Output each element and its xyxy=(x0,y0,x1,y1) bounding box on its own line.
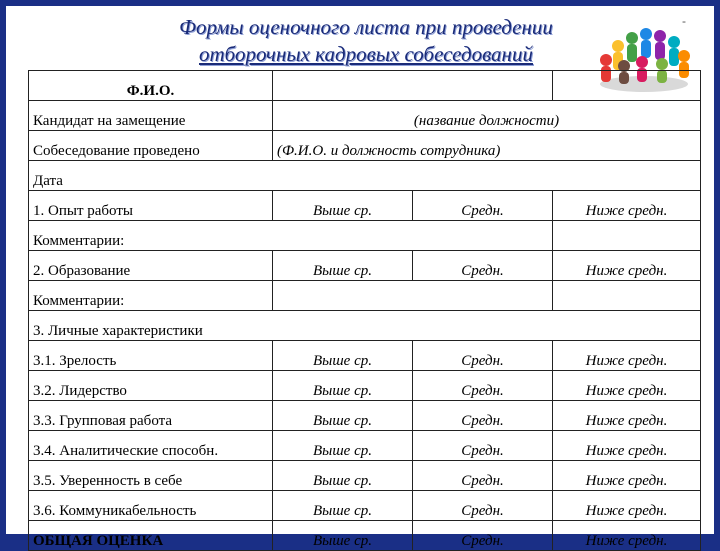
rating-below[interactable]: Ниже средн. xyxy=(553,491,701,521)
rating-below[interactable]: Ниже средн. xyxy=(553,341,701,371)
table-row xyxy=(29,371,701,401)
rating-above[interactable]: Выше ср. xyxy=(273,431,413,461)
table-row xyxy=(29,281,701,311)
rating-average[interactable]: Средн. xyxy=(413,521,553,551)
corner-mark: - xyxy=(682,14,686,28)
rating-average[interactable]: Средн. xyxy=(413,461,553,491)
table-row xyxy=(29,311,701,341)
slide xyxy=(6,6,714,549)
rating-average[interactable]: Средн. xyxy=(413,431,553,461)
interview-label: Собеседование проведено xyxy=(29,131,273,161)
rating-above[interactable]: Выше ср. xyxy=(273,251,413,281)
rating-above[interactable]: Выше ср. xyxy=(273,341,413,371)
rating-above[interactable]: Выше ср. xyxy=(273,191,413,221)
comments-label[interactable]: Комментарии: xyxy=(29,221,553,251)
rating-below[interactable]: Ниже средн. xyxy=(553,401,701,431)
communication-label: 3.6. Коммуникабельность xyxy=(29,491,273,521)
table-row xyxy=(29,221,701,251)
interview-value[interactable]: (Ф.И.О. и должность сотрудника) xyxy=(273,131,701,161)
rating-average[interactable]: Средн. xyxy=(413,491,553,521)
fio-label: Ф.И.О. xyxy=(29,71,273,101)
table-row xyxy=(29,251,701,281)
title-line-2: отборочных кадровых собеседований xyxy=(199,42,533,66)
table-row xyxy=(29,491,701,521)
evaluation-form-table xyxy=(28,70,701,551)
rating-average[interactable]: Средн. xyxy=(413,401,553,431)
experience-label: 1. Опыт работы xyxy=(29,191,273,221)
rating-above[interactable]: Выше ср. xyxy=(273,371,413,401)
table-row xyxy=(29,521,701,551)
rating-average[interactable]: Средн. xyxy=(413,341,553,371)
maturity-label: 3.1. Зрелость xyxy=(29,341,273,371)
rating-below[interactable]: Ниже средн. xyxy=(553,191,701,221)
education-label: 2. Образование xyxy=(29,251,273,281)
rating-below[interactable]: Ниже средн. xyxy=(553,461,701,491)
candidate-value[interactable]: (название должности) xyxy=(273,101,701,131)
title-line-1: Формы оценочного листа при проведении xyxy=(179,15,553,39)
overall-label: ОБЩАЯ ОЦЕНКА xyxy=(29,521,273,551)
rating-below[interactable]: Ниже средн. xyxy=(553,371,701,401)
rating-above[interactable]: Выше ср. xyxy=(273,521,413,551)
rating-above[interactable]: Выше ср. xyxy=(273,491,413,521)
comments-extra xyxy=(553,221,701,251)
rating-average[interactable]: Средн. xyxy=(413,191,553,221)
personal-label: 3. Личные характеристики xyxy=(29,311,701,341)
table-row xyxy=(29,161,701,191)
candidate-label: Кандидат на замещение xyxy=(29,101,273,131)
table-row xyxy=(29,101,701,131)
rating-below[interactable]: Ниже средн. xyxy=(553,431,701,461)
table-row xyxy=(29,131,701,161)
table-row xyxy=(29,461,701,491)
rating-average[interactable]: Средн. xyxy=(413,371,553,401)
table-row xyxy=(29,431,701,461)
fio-extra xyxy=(553,71,701,101)
confidence-label: 3.5. Уверенность в себе xyxy=(29,461,273,491)
page-title xyxy=(136,14,596,68)
fio-value[interactable] xyxy=(273,71,553,101)
comments-label[interactable]: Комментарии: xyxy=(29,281,273,311)
leadership-label: 3.2. Лидерство xyxy=(29,371,273,401)
table-row xyxy=(29,401,701,431)
rating-above[interactable]: Выше ср. xyxy=(273,401,413,431)
analytical-label: 3.4. Аналитические способн. xyxy=(29,431,273,461)
table-row xyxy=(29,191,701,221)
teamwork-label: 3.3. Групповая работа xyxy=(29,401,273,431)
comments-extra xyxy=(553,281,701,311)
rating-average[interactable]: Средн. xyxy=(413,251,553,281)
rating-below[interactable]: Ниже средн. xyxy=(553,251,701,281)
comments-value[interactable] xyxy=(273,281,553,311)
table-row xyxy=(29,71,701,101)
table-row xyxy=(29,341,701,371)
rating-below[interactable]: Ниже средн. xyxy=(553,521,701,551)
date-label: Дата xyxy=(29,161,701,191)
rating-above[interactable]: Выше ср. xyxy=(273,461,413,491)
